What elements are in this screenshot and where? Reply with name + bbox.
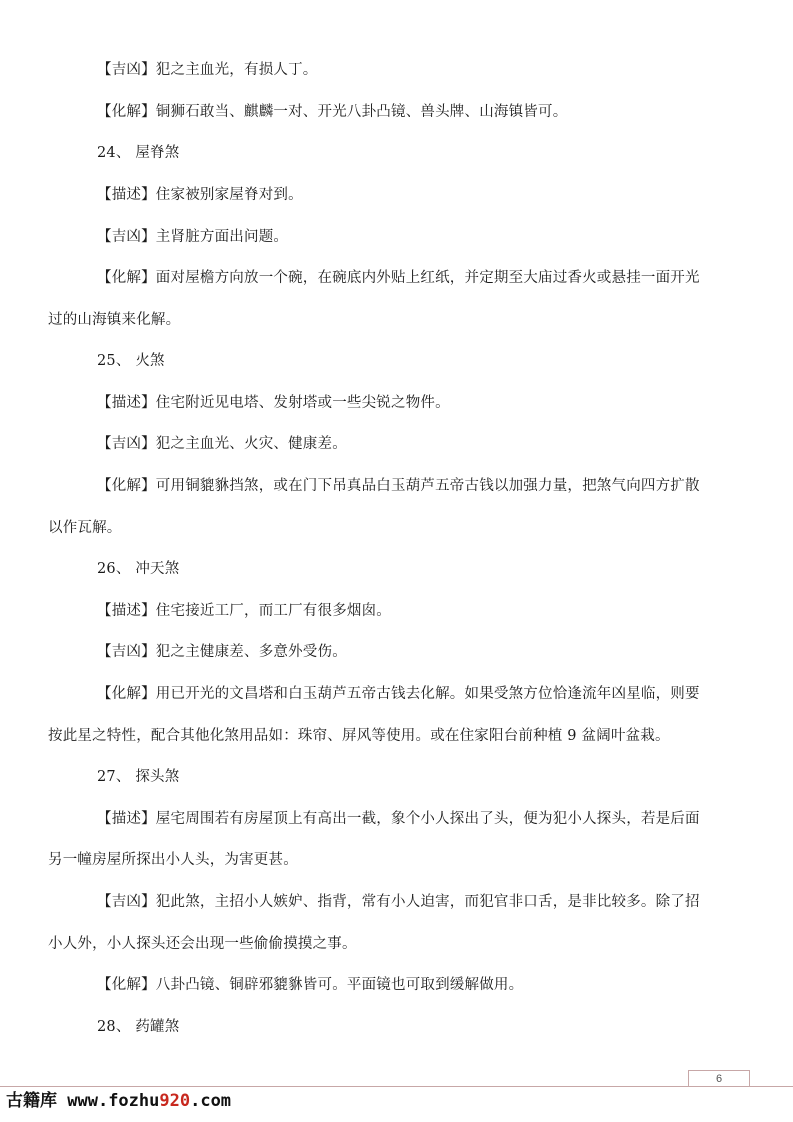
text-line: 小人外，小人探头还会出现一些偷偷摸摸之事。 — [48, 936, 357, 952]
footer-divider — [0, 1086, 793, 1087]
section-heading: 25、 火煞 — [97, 353, 165, 369]
watermark-title: 古籍库 — [6, 1091, 57, 1111]
text-line: 另一幢房屋所探出小人头，为害更甚。 — [48, 852, 298, 868]
text-line: 【描述】住宅接近工厂，而工厂有很多烟囱。 — [97, 603, 391, 619]
section-heading: 28、 药罐煞 — [97, 1019, 180, 1035]
watermark — [6, 1090, 231, 1112]
text-line: 【吉凶】主肾脏方面出问题。 — [97, 229, 289, 245]
text-line: 【描述】屋宅周围若有房屋顶上有高出一截，象个小人探出了头，便为犯小人探头，若是后面 — [97, 811, 700, 827]
text-line: 【吉凶】犯之主健康差、多意外受伤。 — [97, 644, 347, 660]
text-line: 【化解】用已开光的文昌塔和白玉葫芦五帝古钱去化解。如果受煞方位恰逢流年凶星临，则要 — [97, 686, 700, 702]
text-line: 以作瓦解。 — [48, 520, 122, 536]
text-line: 【描述】住家被别家屋脊对到。 — [97, 187, 303, 203]
text-line: 【吉凶】犯此煞，主招小人嫉妒、指背，常有小人迫害，而犯官非口舌，是非比较多。除了招 — [97, 894, 700, 910]
text-line: 【化解】面对屋檐方向放一个碗，在碗底内外贴上红纸，并定期至大庙过香火或悬挂一面开光 — [97, 270, 700, 286]
watermark-url-a: www.fozhu — [67, 1091, 160, 1111]
text-line: 【描述】住宅附近见电塔、发射塔或一些尖锐之物件。 — [97, 395, 450, 411]
watermark-url-num: 920 — [159, 1091, 191, 1111]
text-line: 【化解】可用铜貔貅挡煞，或在门下吊真品白玉葫芦五帝古钱以加强力量，把煞气向四方扩散 — [97, 478, 700, 494]
text-line: 按此星之特性，配合其他化煞用品如：珠帘、屏风等使用。或在住家阳台前种植 9 盆阔叶盆栽。 — [48, 728, 670, 744]
watermark-url-b: .com — [190, 1091, 232, 1111]
text-line: 【化解】八卦凸镜、铜辟邪貔貅皆可。平面镜也可取到缓解做用。 — [97, 977, 524, 993]
page-number: 6 — [688, 1070, 750, 1087]
section-heading: 24、 屋脊煞 — [97, 145, 180, 161]
section-heading: 26、 冲天煞 — [97, 561, 180, 577]
section-heading: 27、 探头煞 — [97, 769, 180, 785]
text-line: 【吉凶】犯之主血光、火灾、健康差。 — [97, 436, 347, 452]
text-line: 【化解】铜狮石敢当、麒麟一对、开光八卦凸镜、兽头牌、山海镇皆可。 — [97, 104, 568, 120]
text-line: 过的山海镇来化解。 — [48, 312, 181, 328]
text-line: 【吉凶】犯之主血光，有损人丁。 — [97, 62, 318, 78]
